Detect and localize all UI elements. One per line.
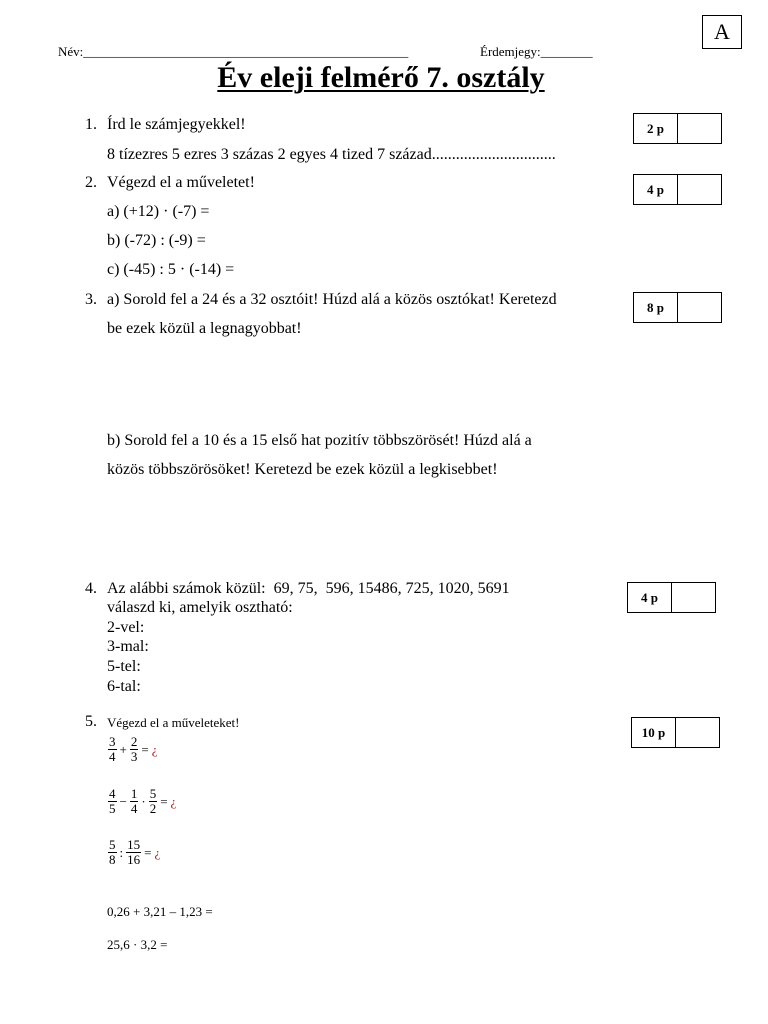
divisible-by-3-label: 3-mal: — [107, 638, 149, 655]
operator: · — [141, 793, 146, 809]
fraction — [107, 787, 118, 816]
score-box — [633, 292, 722, 323]
numerator: 3 — [109, 734, 116, 749]
fraction-exercise-1 — [107, 735, 157, 764]
task-2-exercise-a: a) (+12) · (-7) = — [107, 203, 210, 220]
page-title-text: Év eleji felmérő 7. osztály — [217, 61, 545, 94]
denominator: 5 — [109, 801, 116, 816]
equals-sign: = — [144, 844, 152, 860]
max-points: 10 p — [632, 718, 676, 747]
task-3b-line-1: b) Sorold fel a 10 és a 15 első hat pozitív többszörösét! Húzd alá a — [107, 432, 532, 449]
decimal-exercise-2: 25,6 · 3,2 = — [107, 937, 168, 952]
earned-points-blank — [672, 583, 715, 612]
denominator: 4 — [109, 749, 116, 764]
max-points: 4 p — [634, 175, 678, 204]
numerator: 15 — [127, 837, 141, 852]
test-version-box — [702, 15, 742, 49]
task-2-exercise-c: c) (-45) : 5 · (-14) = — [107, 261, 235, 278]
earned-points-blank — [678, 175, 721, 204]
task-5-instruction: Végezd el a műveleteket! — [107, 715, 240, 730]
max-points: 8 p — [634, 293, 678, 322]
page-title — [0, 60, 762, 96]
denominator: 8 — [109, 852, 116, 867]
task-number: 3. — [85, 291, 97, 308]
task-number: 5. — [85, 713, 97, 730]
operator: : — [119, 844, 124, 860]
score-box — [633, 174, 722, 205]
task-4-instruction: válaszd ki, amelyik osztható: — [107, 599, 293, 616]
name-field: Név:__________________________________________________ — [58, 44, 409, 59]
fraction — [148, 787, 159, 816]
task-2-exercise-b: b) (-72) : (-9) = — [107, 232, 206, 249]
divisible-by-6-label: 6-tal: — [107, 678, 141, 695]
earned-points-blank — [678, 114, 721, 143]
operator: + — [119, 741, 127, 757]
max-points: 4 p — [628, 583, 672, 612]
fraction-exercise-2 — [107, 787, 176, 816]
grade-field: Érdemjegy:________ — [480, 44, 593, 59]
numerator: 1 — [130, 786, 138, 801]
fraction — [125, 838, 142, 867]
divisible-by-5-label: 5-tel: — [107, 658, 141, 675]
max-points: 2 p — [634, 114, 678, 143]
result-placeholder: ¿ — [154, 844, 161, 860]
task-4-number-list: Az alábbi számok közül: 69, 75, 596, 15486, 725, 1020, 5691 — [107, 580, 510, 597]
fraction-exercise-3 — [107, 838, 160, 867]
earned-points-blank — [676, 718, 719, 747]
task-number: 1. — [85, 116, 97, 133]
task-3a-line-2: be ezek közül a legnagyobbat! — [107, 320, 302, 337]
score-box — [633, 113, 722, 144]
denominator: 16 — [127, 852, 141, 867]
denominator: 4 — [130, 801, 138, 816]
earned-points-blank — [678, 293, 721, 322]
equals-sign: = — [160, 793, 168, 809]
task-1-prompt: 8 tízezres 5 ezres 3 százas 2 egyes 4 tized 7 század............................... — [107, 146, 556, 163]
task-2-instruction: Végezd el a műveletet! — [107, 174, 255, 191]
divisible-by-2-label: 2-vel: — [107, 619, 145, 636]
denominator: 3 — [130, 749, 138, 764]
equals-sign: = — [141, 741, 149, 757]
task-3b-line-2: közös többszörösöket! Keretezd be ezek közül a legkisebbet! — [107, 461, 498, 478]
fraction — [129, 735, 140, 764]
task-3a-line-1: a) Sorold fel a 24 és a 32 osztóit! Húzd alá a közös osztókat! Keretezd — [107, 291, 557, 308]
score-box — [627, 582, 716, 613]
operator: − — [119, 793, 127, 809]
numerator: 2 — [130, 734, 138, 749]
numerator: 4 — [109, 786, 116, 801]
task-number: 2. — [85, 174, 97, 191]
denominator: 2 — [149, 801, 157, 816]
fraction — [107, 838, 118, 867]
task-number: 4. — [85, 580, 97, 597]
result-placeholder: ¿ — [151, 741, 158, 757]
fraction — [107, 735, 118, 764]
fraction — [129, 787, 140, 816]
numerator: 5 — [149, 786, 157, 801]
task-1-instruction: Írd le számjegyekkel! — [107, 116, 246, 133]
numerator: 5 — [109, 837, 116, 852]
test-version-label: A — [714, 19, 730, 44]
score-box — [631, 717, 720, 748]
decimal-exercise-1: 0,26 + 3,21 – 1,23 = — [107, 904, 213, 919]
result-placeholder: ¿ — [170, 793, 177, 809]
